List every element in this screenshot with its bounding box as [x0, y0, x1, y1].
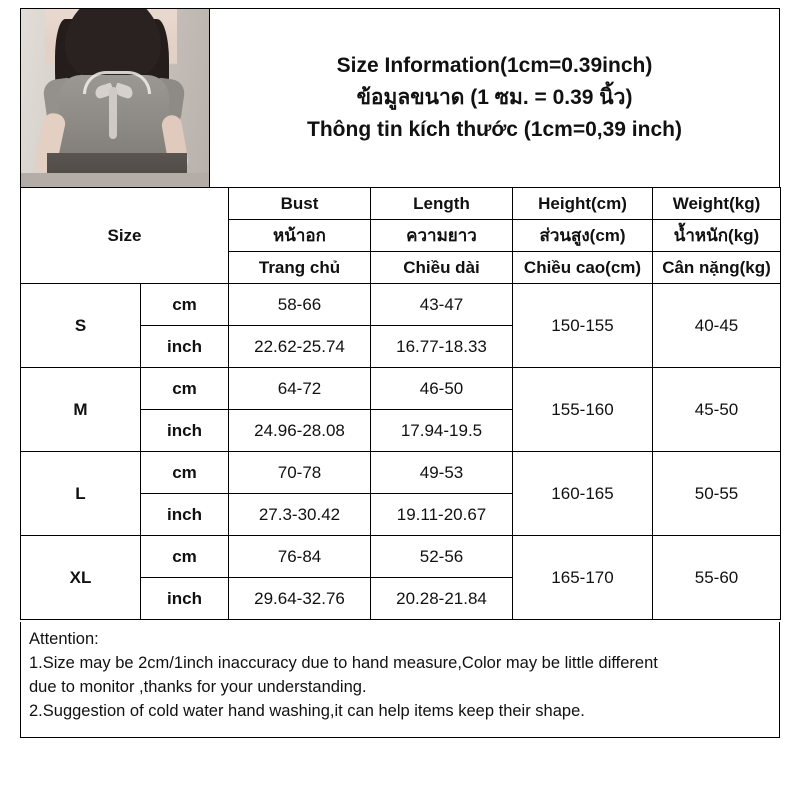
header-height-th: ส่วนสูง(cm)	[513, 220, 653, 252]
cell-height-m: 155-160	[513, 368, 653, 452]
unit-inch: inch	[141, 494, 229, 536]
row-size-l: L	[21, 452, 141, 536]
cell-length-inch-s: 16.77-18.33	[371, 326, 513, 368]
header-length-th: ความยาว	[371, 220, 513, 252]
cell-bust-inch-l: 27.3-30.42	[229, 494, 371, 536]
photo-floor	[21, 173, 209, 187]
cell-length-cm-xl: 52-56	[371, 536, 513, 578]
cell-bust-cm-l: 70-78	[229, 452, 371, 494]
unit-cm: cm	[141, 452, 229, 494]
title-thai: ข้อมูลขนาด (1 ซม. = 0.39 นิ้ว)	[356, 85, 633, 109]
header-height-vi: Chiều cao(cm)	[513, 252, 653, 284]
attention-heading: Attention:	[29, 630, 99, 648]
attention-line-3: 2.Suggestion of cold water hand washing,it can help items keep their shape.	[29, 701, 585, 720]
cell-weight-m: 45-50	[653, 368, 781, 452]
unit-cm: cm	[141, 284, 229, 326]
table-row	[21, 368, 781, 410]
header-bust-en: Bust	[229, 188, 371, 220]
header-weight-en: Weight(kg)	[653, 188, 781, 220]
cell-height-l: 160-165	[513, 452, 653, 536]
cell-bust-cm-s: 58-66	[229, 284, 371, 326]
cell-height-xl: 165-170	[513, 536, 653, 620]
title-english: Size Information(1cm=0.39inch)	[336, 53, 653, 77]
attention-line-1: 1.Size may be 2cm/1inch inaccuracy due to hand measure,Color may be little different	[29, 653, 658, 672]
header-length-vi: Chiều dài	[371, 252, 513, 284]
unit-cm: cm	[141, 536, 229, 578]
cell-bust-cm-xl: 76-84	[229, 536, 371, 578]
unit-inch: inch	[141, 326, 229, 368]
size-table	[20, 187, 781, 620]
row-size-xl: XL	[21, 536, 141, 620]
header-height-en: Height(cm)	[513, 188, 653, 220]
cell-length-inch-xl: 20.28-21.84	[371, 578, 513, 620]
title-block	[209, 9, 779, 187]
row-size-m: M	[21, 368, 141, 452]
table-row	[21, 536, 781, 578]
cell-weight-xl: 55-60	[653, 536, 781, 620]
unit-cm: cm	[141, 368, 229, 410]
cell-bust-cm-m: 64-72	[229, 368, 371, 410]
attention-line-2: due to monitor ,thanks for your understanding.	[29, 677, 367, 696]
header-bust-vi: Trang chủ	[229, 252, 371, 284]
cell-length-inch-m: 17.94-19.5	[371, 410, 513, 452]
cell-weight-s: 40-45	[653, 284, 781, 368]
attention-block	[20, 622, 780, 738]
header-size-label: Size	[21, 188, 229, 284]
header-weight-vi: Cân nặng(kg)	[653, 252, 781, 284]
title-vietnamese: Thông tin kích thước (1cm=0,39 inch)	[307, 118, 682, 142]
cell-bust-inch-m: 24.96-28.08	[229, 410, 371, 452]
unit-inch: inch	[141, 410, 229, 452]
table-row	[21, 284, 781, 326]
unit-inch: inch	[141, 578, 229, 620]
header-bust-th: หน้าอก	[229, 220, 371, 252]
header-band	[20, 8, 780, 188]
cell-length-cm-m: 46-50	[371, 368, 513, 410]
cell-bust-inch-s: 22.62-25.74	[229, 326, 371, 368]
photo-drawstring	[109, 87, 117, 139]
cell-bust-inch-xl: 29.64-32.76	[229, 578, 371, 620]
table-header-row-en	[21, 188, 781, 220]
cell-length-cm-s: 43-47	[371, 284, 513, 326]
header-length-en: Length	[371, 188, 513, 220]
product-photo	[21, 9, 209, 187]
cell-height-s: 150-155	[513, 284, 653, 368]
row-size-s: S	[21, 284, 141, 368]
cell-weight-l: 50-55	[653, 452, 781, 536]
header-weight-th: น้ำหนัก(kg)	[653, 220, 781, 252]
cell-length-inch-l: 19.11-20.67	[371, 494, 513, 536]
table-row	[21, 452, 781, 494]
cell-length-cm-l: 49-53	[371, 452, 513, 494]
